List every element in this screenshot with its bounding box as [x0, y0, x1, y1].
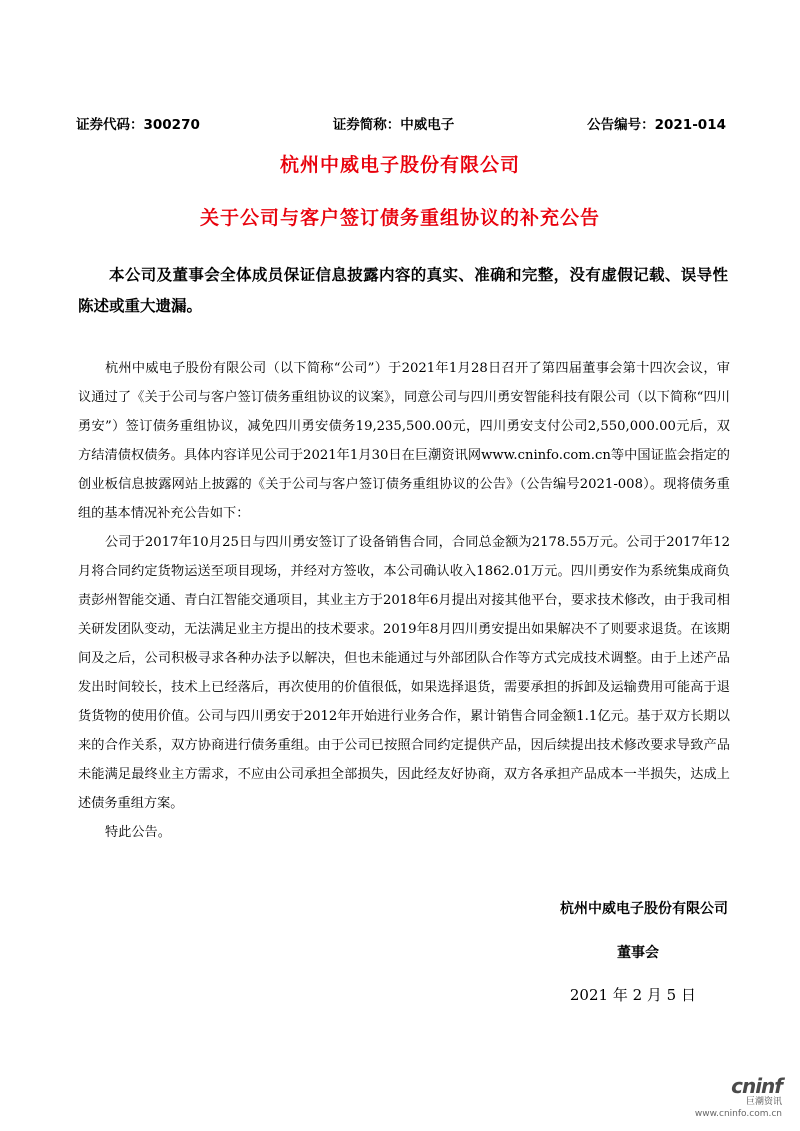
document-title: 关于公司与客户签订债务重组协议的补充公告 — [199, 207, 600, 229]
announcement-header — [76, 113, 726, 133]
company-title: 杭州中威电子股份有限公司 — [279, 154, 520, 176]
signature-company: 杭州中威电子股份有限公司 — [560, 901, 728, 917]
stock-abbreviation: 证券简称：中威电子 — [332, 117, 455, 133]
announcement-number: 公告编号：2021-014 — [587, 117, 726, 133]
paragraph-details: 公司于2017年10月25日与四川勇安签订了设备销售合同，合同总金额为2178.55万元。公司于2017年12月将合同约定货物运送至项目现场，并经对方签收，本公司确认收入1862.01万元。四川勇安作为系统集成商负责彭州智能交通、青白江智能交通项目，其业主方于2018年6月提出对接其他平台，要求技术修改，由于我司相关研发团队变动，无法满足业主方提出的技术要求。2019年8月四川勇安提出如果解决不了则要求退货。在该期间及之后，公司积极寻求各种办法予以解决，但也未能通过与外部团队合作等方式完成技术调整。由于上述产品发出时间较长，技术上已经落后，再次使用的价值很低，如果选择退货，需要承担的拆卸及运输费用可能高于退货货物的使用价值。公司与四川勇安于2012年开始进行业务合作，累计销售合同金额1.1亿元。基于双方长期以来的合作关系，双方协商进行债务重组。由于公司已按照合同约定提供产品，因后续提出技术修改要求导致产品未能满足最终业主方需求，不应由公司承担全部损失，因此经友好协商，双方各承担产品成本一半损失，达成上述债务重组方案。 — [78, 535, 730, 811]
stock-code: 证券代码：300270 — [76, 117, 200, 133]
paragraph-background: 杭州中威电子股份有限公司（以下简称“公司”）于2021年1月28日召开了第四届董事会第十四次会议，审议通过了《关于公司与客户签订债务重组协议的议案》，同意公司与四川勇安智能科技有限公司（以下简称“四川勇安”）签订债务重组协议，减免四川勇安债务19,235,500.00元，四川勇安支付公司2,550,000.00元后，双方结清债权债务。具体内容详见公司于2021年1月30日在巨潮资讯网www.cninfo.com.cn等中国证监会指定的创业板信息披露网站上披露的《关于公司与客户签订债务重组协议的公告》（公告编号2021-008）。现将债务重组的基本情况补充公告如下： — [78, 361, 730, 521]
cninfo-logo: cninf — [731, 1074, 782, 1098]
signature-date: 2021 年 2 月 5 日 — [569, 986, 696, 1004]
announcement-body — [78, 354, 730, 847]
cninfo-logo-cn: 巨潮资讯 — [745, 1097, 782, 1107]
signature-board: 董事会 — [617, 945, 659, 961]
cninfo-url: www.cninfo.com.cn — [694, 1109, 782, 1119]
board-statement: 本公司及董事会全体成员保证信息披露内容的真实、准确和完整，没有虚假记载、误导性陈述或重大遗漏。 — [78, 266, 728, 315]
cninfo-watermark — [695, 1074, 782, 1119]
paragraph-closing: 特此公告。 — [105, 825, 171, 840]
